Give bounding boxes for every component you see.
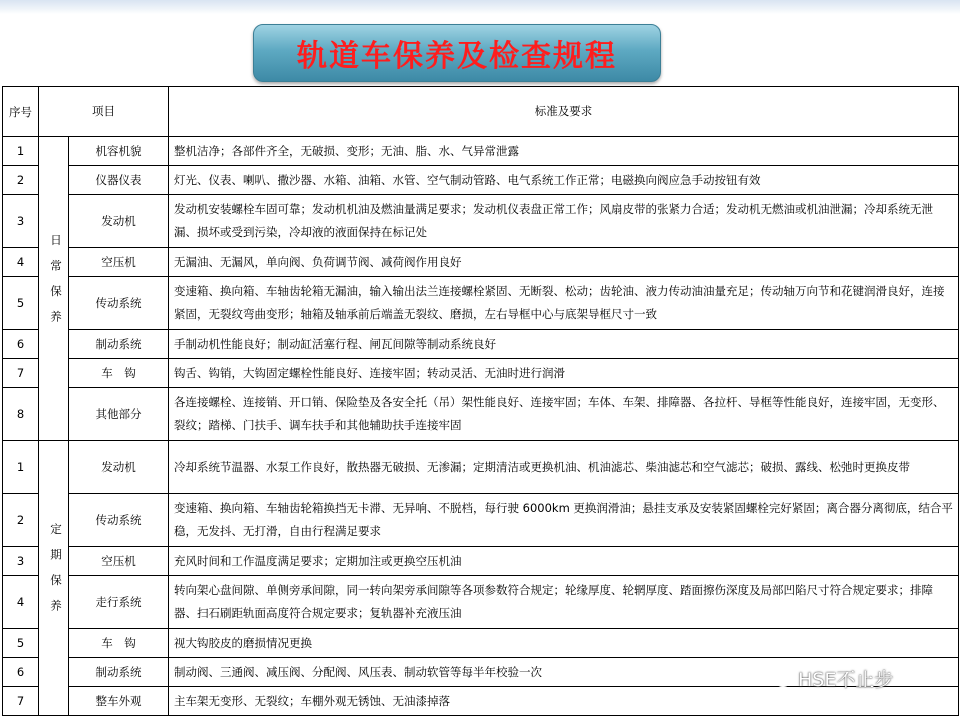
row-no: 1: [3, 137, 39, 166]
table-row: [3, 441, 959, 494]
row-standard: 视大钩胶皮的磨损情况更换: [169, 629, 959, 658]
group-periodic-label: 定期保养: [49, 523, 63, 625]
row-item: 机容机貌: [69, 137, 169, 166]
row-standard: 各连接螺栓、连接销、开口销、保险垫及各安全托（吊）架性能良好、连接牢固；车体、车架、排障器、各拉杆、导框等性能良好，连接牢固，无变形、裂纹；踏梯、门扶手、调车扶手和其他辅助扶手连接牢固: [169, 388, 959, 441]
wechat-icon: [766, 667, 792, 689]
row-item: 传动系统: [69, 277, 169, 330]
row-item: 仪器仪表: [69, 166, 169, 195]
table-row: [3, 494, 959, 547]
row-item: 传动系统: [69, 494, 169, 547]
table-row: [3, 166, 959, 195]
row-standard: 发动机安装螺栓车固可靠；发动机机油及燃油量满足要求；发动机仪表盘正常工作；风扇皮带的张紧力合适；发动机无燃油或机油泄漏；冷却系统无泄漏、损坏或受到污染，冷却液的液面保持在标记处: [169, 195, 959, 248]
watermark: [766, 664, 893, 692]
row-item: 制动系统: [69, 658, 169, 687]
row-no: 5: [3, 277, 39, 330]
row-no: 6: [3, 330, 39, 359]
row-standard: 冷却系统节温器、水泵工作良好，散热器无破损、无渗漏；定期清洁或更换机油、机油滤芯、柴油滤芯和空气滤芯；破损、露线、松弛时更换皮带: [169, 441, 959, 494]
row-no: 6: [3, 658, 39, 687]
table-row: [3, 137, 959, 166]
table-row: [3, 330, 959, 359]
header-no: 序号: [3, 87, 39, 137]
row-item: 制动系统: [69, 330, 169, 359]
row-no: 7: [3, 687, 39, 716]
group-daily: [39, 137, 69, 441]
row-item: 发动机: [69, 441, 169, 494]
row-item: 车 钩: [69, 629, 169, 658]
row-standard: 手制动机性能良好；制动缸活塞行程、闸瓦间隙等制动系统良好: [169, 330, 959, 359]
row-item: 走行系统: [69, 576, 169, 629]
table-row: [3, 629, 959, 658]
row-standard: 转向架心盘间隙、单侧旁承间隙，同一转向架旁承间隙等各项参数符合规定；轮缘厚度、轮辋厚度、踏面擦伤深度及局部凹陷尺寸符合规定要求；排障器、扫石刷距轨面高度符合规定要求；复轨器补充液压油: [169, 576, 959, 629]
table-row: [3, 576, 959, 629]
header-standard: 标准及要求: [169, 87, 959, 137]
row-standard: 灯光、仪表、喇叭、撒沙器、水箱、油箱、水管、空气制动管路、电气系统工作正常；电磁换向阀应急手动按钮有效: [169, 166, 959, 195]
row-no: 5: [3, 629, 39, 658]
row-standard: 整机洁净；各部件齐全，无破损、变形；无油、脂、水、气异常泄露: [169, 137, 959, 166]
row-item: 空压机: [69, 248, 169, 277]
row-item: 发动机: [69, 195, 169, 248]
group-periodic: [39, 441, 69, 716]
row-no: 4: [3, 576, 39, 629]
row-standard: 变速箱、换向箱、车轴齿轮箱换挡无卡滞、无异响、不脱档，每行驶 6000km 更换润滑油；悬挂支承及安装紧固螺栓完好紧固；离合器分离彻底，结合平稳，无发抖、无打滑，自由行程满足要求: [169, 494, 959, 547]
table-row: [3, 359, 959, 388]
row-no: 3: [3, 195, 39, 248]
row-standard: 充风时间和工作温度满足要求；定期加注或更换空压机油: [169, 547, 959, 576]
row-no: 8: [3, 388, 39, 441]
page-title: 轨道车保养及检查规程: [297, 39, 617, 74]
row-no: 7: [3, 359, 39, 388]
table-row: [3, 277, 959, 330]
row-no: 3: [3, 547, 39, 576]
row-no: 2: [3, 166, 39, 195]
row-item: 其他部分: [69, 388, 169, 441]
table-row: [3, 547, 959, 576]
row-standard: 钩舌、钩销，大钩固定螺栓性能良好、连接牢固；转动灵活、无油时进行润滑: [169, 359, 959, 388]
header-item: 项目: [39, 87, 169, 137]
row-standard: 变速箱、换向箱、车轴齿轮箱无漏油，输入输出法兰连接螺栓紧固、无断裂、松动；齿轮油、液力传动油油量充足；传动轴万向节和花键润滑良好，连接紧固，无裂纹弯曲变形；轴箱及轴承前后端盖无裂纹、磨损，左右导框中心与底架导框尺寸一致: [169, 277, 959, 330]
row-item: 车 钩: [69, 359, 169, 388]
row-no: 4: [3, 248, 39, 277]
maintenance-table: [2, 86, 959, 716]
row-no: 2: [3, 494, 39, 547]
table-row: [3, 388, 959, 441]
row-standard: 无漏油、无漏风，单向阀、负荷调节阀、减荷阀作用良好: [169, 248, 959, 277]
table-row: [3, 195, 959, 248]
table-header-row: [3, 87, 959, 137]
row-standard: 主车架无变形、无裂纹；车棚外观无锈蚀、无油漆掉落: [169, 687, 959, 716]
table-row: [3, 248, 959, 277]
row-item: 空压机: [69, 547, 169, 576]
row-standard: 制动阀、三通阀、减压阀、分配阀、风压表、制动软管等每半年校验一次: [169, 658, 959, 687]
title-banner: [253, 24, 661, 82]
watermark-text: HSE不止步: [798, 668, 894, 691]
row-no: 1: [3, 441, 39, 494]
row-item: 整车外观: [69, 687, 169, 716]
group-daily-label: 日常保养: [49, 233, 63, 336]
top-band: [0, 0, 960, 14]
